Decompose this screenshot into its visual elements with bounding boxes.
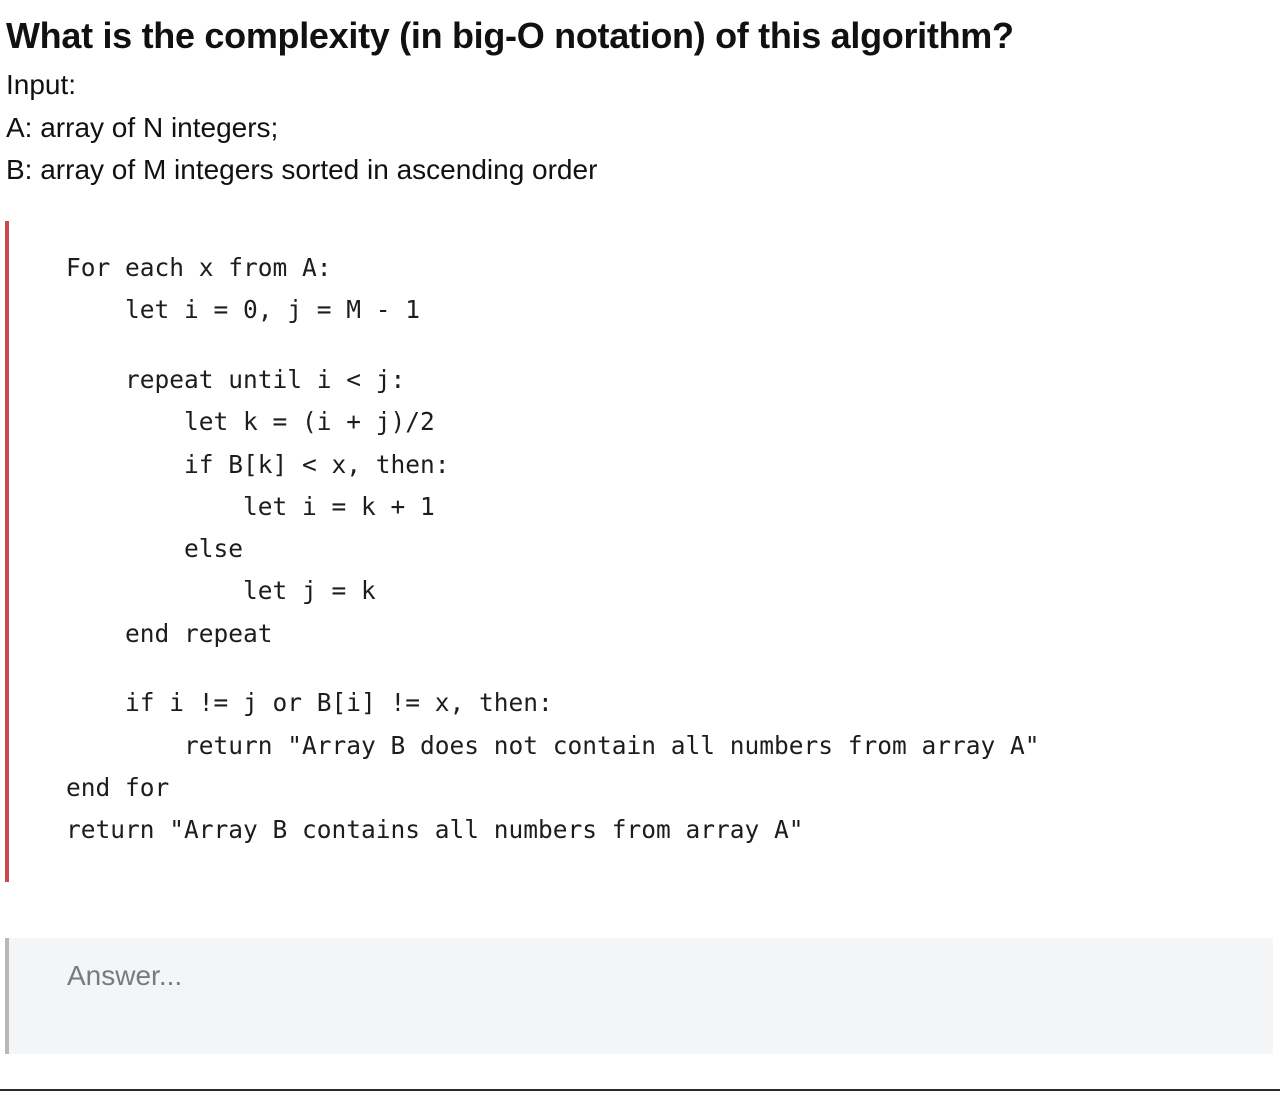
input-b-description: B: array of M integers sorted in ascending order — [6, 154, 598, 185]
code-blank-line — [66, 655, 1040, 683]
answer-input[interactable] — [5, 938, 1273, 1054]
input-a-description: A: array of N integers; — [6, 111, 279, 143]
code-line: return "Array B does not contain all numbers from array A" — [66, 730, 1040, 760]
code-line: For each x from A: — [66, 253, 332, 282]
code-line: end for — [66, 772, 170, 802]
bottom-divider — [0, 1089, 1280, 1091]
code-line: repeat until i < j: — [66, 365, 406, 394]
question-title: What is the complexity (in big-O notation) of this algorithm? — [6, 15, 1014, 56]
code-blank-line — [66, 332, 1040, 360]
input-description — [6, 64, 597, 192]
code-line: let i = k + 1 — [66, 491, 435, 521]
input-heading: Input: — [6, 69, 77, 100]
code-line: if B[k] < x, then: — [66, 449, 450, 479]
pseudocode — [66, 247, 1040, 851]
code-line: else — [66, 534, 244, 563]
code-line: return "Array B contains all numbers from array A" — [66, 815, 804, 844]
code-line: let j = k — [66, 576, 376, 606]
code-block — [5, 221, 1245, 882]
code-line: if i != j or B[i] != x, then: — [66, 688, 553, 718]
code-line: let i = 0, j = M - 1 — [66, 295, 421, 325]
code-line: end repeat — [66, 618, 273, 648]
code-line: let k = (i + j)/2 — [66, 407, 435, 437]
